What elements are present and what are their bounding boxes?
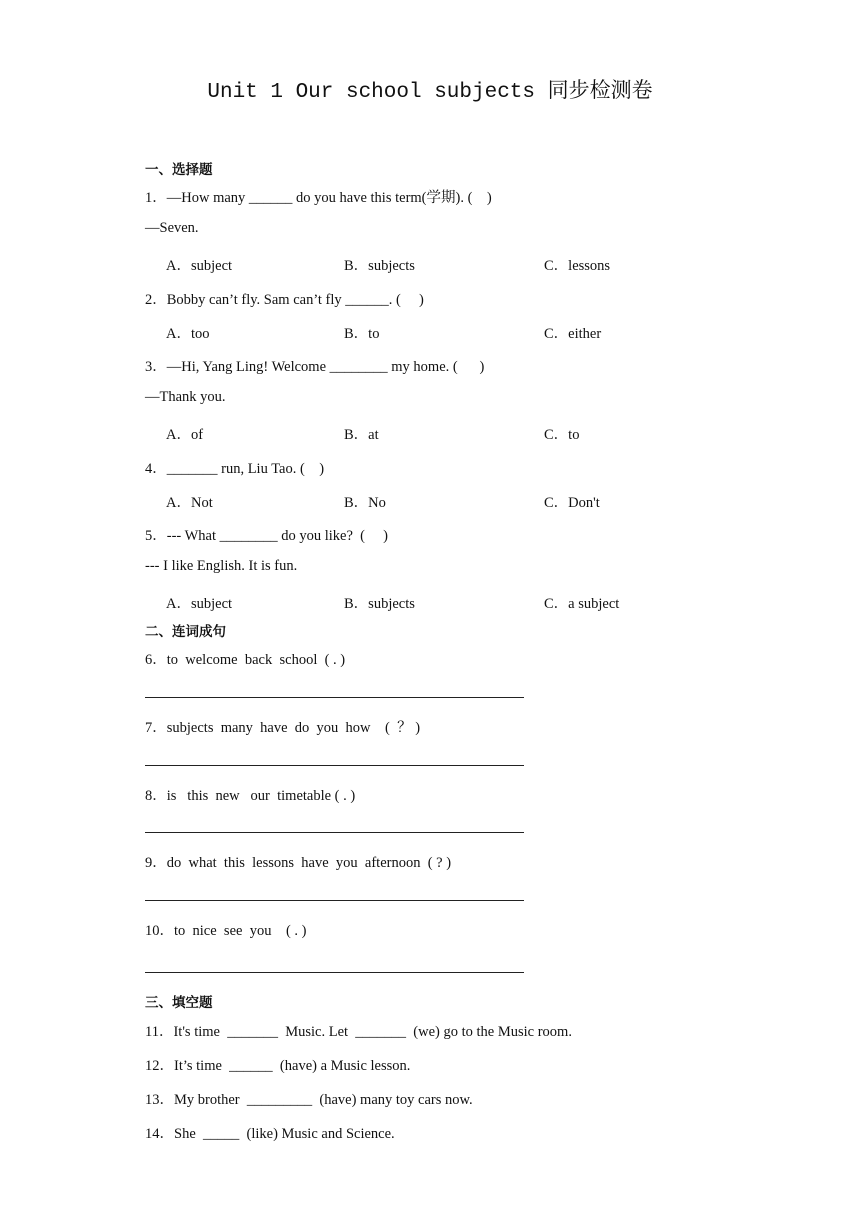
q4-option-b: B．No (344, 495, 386, 511)
q1-option-a: A．subject (166, 258, 233, 274)
q5-option-b: B．subjects (344, 596, 415, 612)
answer-line-10[interactable] (145, 972, 524, 973)
fill-question-11: 11．It's time _______ Music. Let _______ (we) go to the Music room. (145, 1024, 572, 1040)
q3-option-b: B．at (344, 427, 379, 443)
question-1: 1．—How many ______ do you have this term(学期). ( ) (145, 190, 492, 206)
q4-option-c: C．Don't (544, 495, 600, 511)
section-heading-choice: 一、选择题 (145, 162, 213, 178)
q4-option-a: A．Not (166, 495, 213, 511)
sentence-question-8: 8．is this new our timetable ( . ) (145, 788, 356, 804)
q1-option-b: B．subjects (344, 258, 415, 274)
q2-option-b: B．to (344, 326, 380, 342)
q1-option-c: C．lessons (544, 258, 611, 274)
q3-option-c: C．to (544, 427, 580, 443)
section-heading-fill: 三、填空题 (145, 995, 213, 1011)
q5-option-c: C．a subject (544, 596, 620, 612)
fill-question-12: 12．It’s time ______ (have) a Music lesson. (145, 1058, 411, 1074)
q2-option-c: C．either (544, 326, 602, 342)
page-title: Unit 1 Our school subjects 同步检测卷 (207, 81, 653, 104)
sentence-question-10: 10．to nice see you ( . ) (145, 923, 307, 939)
question-3: 3．—Hi, Yang Ling! Welcome ________ my home. ( ) (145, 359, 485, 375)
sentence-question-6: 6．to welcome back school ( . ) (145, 652, 346, 668)
question-1-reply: —Seven. (145, 220, 199, 236)
fill-question-13: 13．My brother _________ (have) many toy cars now. (145, 1092, 473, 1108)
question-3-reply: —Thank you. (145, 389, 226, 405)
answer-line-7[interactable] (145, 765, 524, 766)
sentence-question-9: 9．do what this lessons have you afternoon ( ? ) (145, 855, 452, 871)
q2-option-a: A．too (166, 326, 210, 342)
question-5: 5．--- What ________ do you like? ( ) (145, 528, 388, 544)
answer-line-9[interactable] (145, 900, 524, 901)
sentence-question-7: 7．subjects many have do you how ( ？ ) (145, 720, 421, 736)
answer-line-8[interactable] (145, 832, 524, 833)
q3-option-a: A．of (166, 427, 204, 443)
question-2: 2．Bobby can’t fly. Sam can’t fly ______. ( ) (145, 292, 424, 308)
answer-line-6[interactable] (145, 697, 524, 698)
q5-option-a: A．subject (166, 596, 233, 612)
fill-question-14: 14．She _____ (like) Music and Science. (145, 1126, 395, 1142)
question-5-reply: --- I like English. It is fun. (145, 558, 298, 574)
section-heading-sentences: 二、连词成句 (145, 624, 226, 640)
question-4: 4．_______ run, Liu Tao. ( ) (145, 461, 325, 477)
